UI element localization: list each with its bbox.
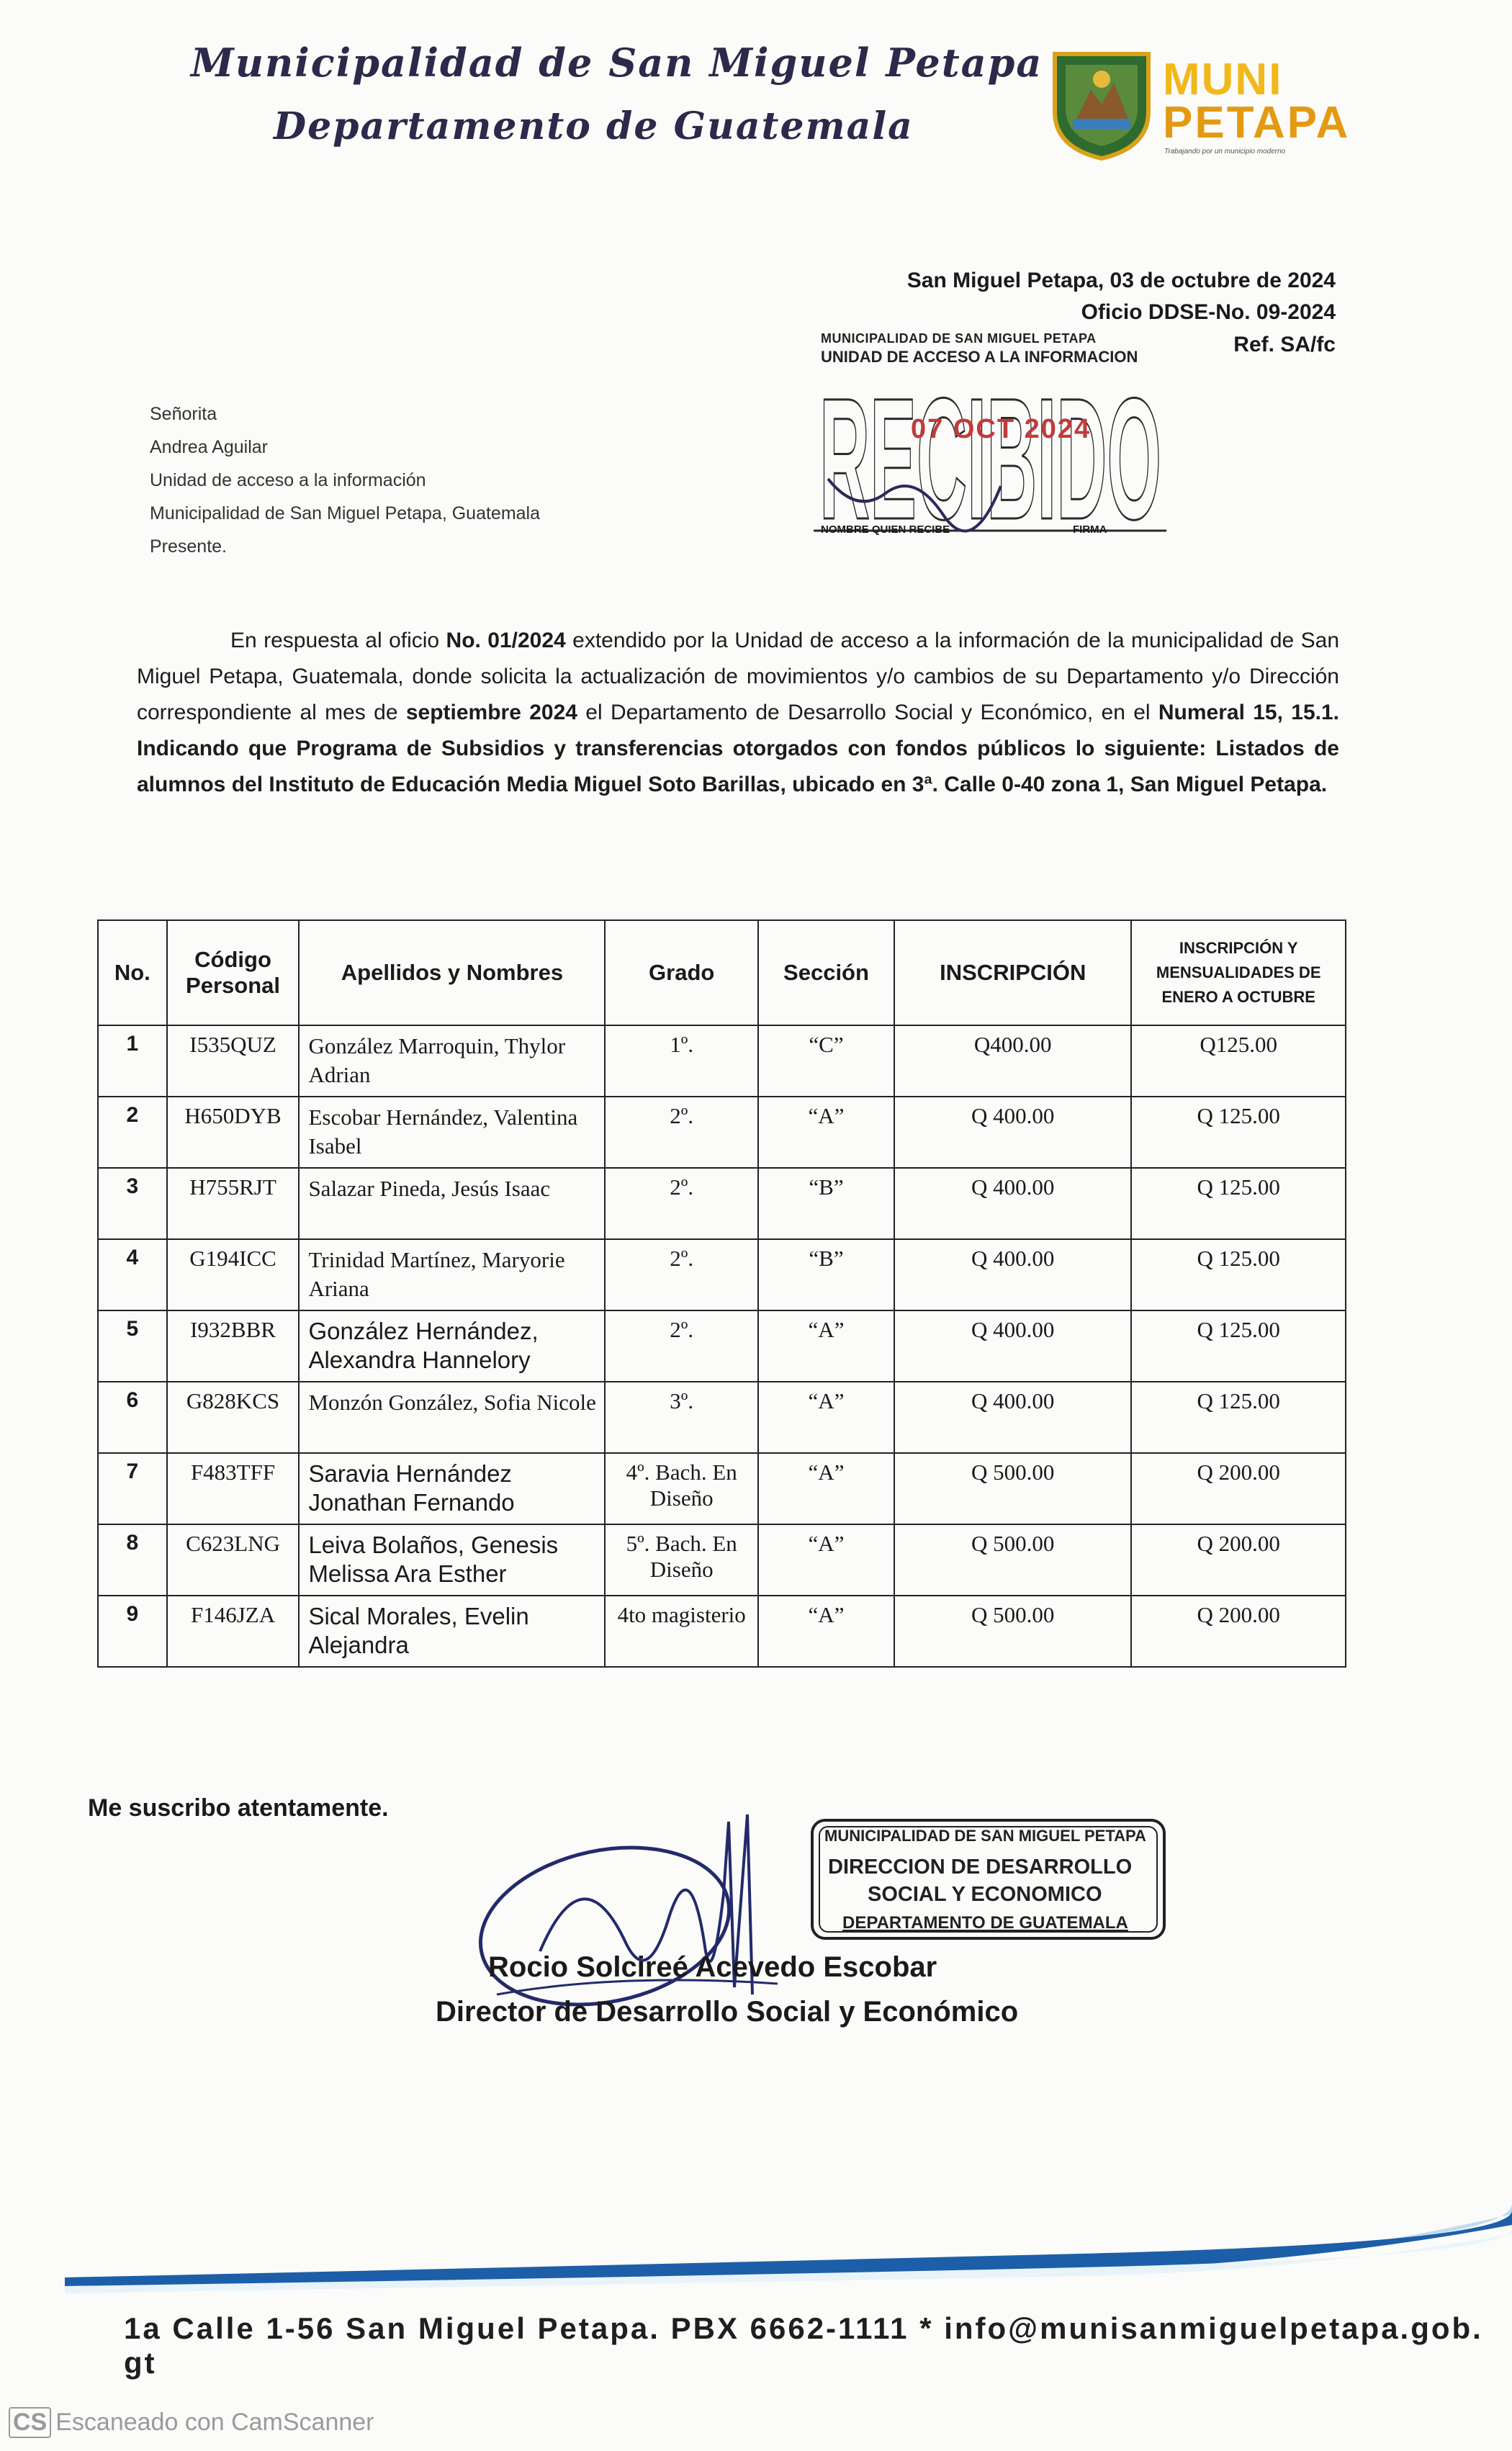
cell-grado: 2º. — [605, 1310, 758, 1382]
table-row — [98, 1239, 1346, 1310]
cell-mensual: Q 200.00 — [1131, 1453, 1346, 1524]
cell-mensual: Q 200.00 — [1131, 1596, 1346, 1667]
cell-codigo: F146JZA — [167, 1596, 300, 1667]
cell-no: 8 — [98, 1524, 167, 1596]
cell-codigo: H650DYB — [167, 1097, 300, 1168]
place-date: San Miguel Petapa, 03 de octubre de 2024 — [906, 269, 1336, 292]
cell-nombre: Salazar Pineda, Jesús Isaac — [299, 1168, 605, 1239]
cell-seccion: “A” — [758, 1524, 894, 1596]
addressee-line: Municipalidad de San Miguel Petapa, Guatemala — [150, 503, 541, 523]
cell-seccion: “A” — [758, 1097, 894, 1168]
scanner-text: Escaneado con CamScanner — [55, 2409, 374, 2436]
director-stamp-line1: MUNICIPALIDAD DE SAN MIGUEL PETAPA — [824, 1827, 1146, 1845]
cell-seccion: “C” — [758, 1025, 894, 1097]
received-stamp-line1: MUNICIPALIDAD DE SAN MIGUEL PETAPA — [821, 331, 1097, 346]
cell-grado: 4to magisterio — [605, 1596, 758, 1667]
table-row — [98, 1168, 1346, 1239]
reference: Ref. SA/fc — [1233, 333, 1336, 356]
cell-nombre: Leiva Bolaños, Genesis Melissa Ara Esther — [299, 1524, 605, 1596]
addressee-line: Andrea Aguilar — [150, 437, 269, 457]
table-row — [98, 1453, 1346, 1524]
cell-grado: 3º. — [605, 1382, 758, 1453]
cell-codigo: I535QUZ — [167, 1025, 300, 1097]
cell-grado: 2º. — [605, 1239, 758, 1310]
closing-text: Me suscribo atentamente. — [88, 1794, 389, 1822]
director-stamp-line2: DIRECCION DE DESARROLLO — [828, 1856, 1133, 1879]
cell-codigo: G194ICC — [167, 1239, 300, 1310]
cell-mensual: Q 125.00 — [1131, 1168, 1346, 1239]
cell-inscripcion: Q 500.00 — [894, 1453, 1131, 1524]
table-row — [98, 1025, 1346, 1097]
signer-title: Director de Desarrollo Social y Económico — [436, 1996, 1019, 2028]
cell-no: 6 — [98, 1382, 167, 1453]
body-bold: No. 01/2024 — [446, 629, 566, 652]
cell-nombre: González Hernández, Alexandra Hannelory — [299, 1310, 605, 1382]
muni-petapa-logo — [1048, 40, 1372, 166]
director-stamp-line4: DEPARTAMENTO DE GUATEMALA — [842, 1913, 1128, 1933]
cell-grado: 4º. Bach. En Diseño — [605, 1453, 758, 1524]
students-table — [97, 919, 1346, 1668]
cell-grado: 1º. — [605, 1025, 758, 1097]
col-inscripcion: INSCRIPCIÓN — [894, 920, 1131, 1025]
col-seccion: Sección — [758, 920, 894, 1025]
cell-seccion: “B” — [758, 1239, 894, 1310]
addressee-line: Señorita — [150, 404, 217, 424]
letterhead-subtitle: Departamento de Guatemala — [274, 104, 914, 148]
cell-seccion: “A” — [758, 1382, 894, 1453]
cell-nombre: Sical Morales, Evelin Alejandra — [299, 1596, 605, 1667]
cell-inscripcion: Q 500.00 — [894, 1524, 1131, 1596]
cell-inscripcion: Q 400.00 — [894, 1239, 1131, 1310]
signer-name: Rocio Solcireé Acevedo Escobar — [488, 1951, 937, 1983]
body-bold: septiembre 2024 — [405, 701, 577, 724]
letterhead-title: Municipalidad de San Miguel Petapa — [191, 40, 1043, 86]
cell-inscripcion: Q 500.00 — [894, 1596, 1131, 1667]
cell-seccion: “A” — [758, 1596, 894, 1667]
addressee-line: Presente. — [150, 536, 228, 557]
body-text: extendido por la Unidad de acceso a la información de la municipalidad de San Miguel Petapa, Guatemala, donde solicita la actualización de movimientos y/o cambios de su Departamento y/o Dirección correspondiente al mes de — [137, 629, 1339, 724]
scanner-watermark — [9, 2407, 374, 2438]
cell-mensual: Q 125.00 — [1131, 1382, 1346, 1453]
table-row — [98, 1382, 1346, 1453]
cell-mensual: Q 125.00 — [1131, 1097, 1346, 1168]
cell-nombre: Saravia Hernández Jonathan Fernando — [299, 1453, 605, 1524]
handwritten-signature-icon — [475, 1807, 806, 2016]
cell-no: 2 — [98, 1097, 167, 1168]
table-header-row — [98, 920, 1346, 1025]
cell-codigo: I932BBR — [167, 1310, 300, 1382]
cell-no: 1 — [98, 1025, 167, 1097]
coat-of-arms-icon — [1048, 47, 1156, 162]
cell-inscripcion: Q 400.00 — [894, 1168, 1131, 1239]
cell-grado: 2º. — [605, 1168, 758, 1239]
col-grado: Grado — [605, 920, 758, 1025]
body-bold: Numeral 15, 15.1. Indicando que Programa de Subsidios y transferencias otorgados con fondos públicos lo siguiente: Listados de alumnos del Instituto de Educación Media Miguel Soto Barillas, ubicado en 3ª. Calle 0-40 zona 1, San Miguel Petapa. — [137, 701, 1339, 796]
cell-codigo: G828KCS — [167, 1382, 300, 1453]
cell-no: 5 — [98, 1310, 167, 1382]
cell-no: 9 — [98, 1596, 167, 1667]
table-row — [98, 1524, 1346, 1596]
table-row — [98, 1097, 1346, 1168]
cell-mensual: Q 200.00 — [1131, 1524, 1346, 1596]
cell-mensual: Q125.00 — [1131, 1025, 1346, 1097]
col-codigo: Código Personal — [167, 920, 300, 1025]
cell-grado: 5º. Bach. En Diseño — [605, 1524, 758, 1596]
footer-address: 1a Calle 1-56 San Miguel Petapa. PBX 6662-1111 * info@munisanmiguelpetapa.gob. gt — [124, 2311, 1483, 2380]
cell-inscripcion: Q400.00 — [894, 1025, 1131, 1097]
col-nombres: Apellidos y Nombres — [299, 920, 605, 1025]
cell-seccion: “A” — [758, 1310, 894, 1382]
received-stamp-frame — [814, 371, 1166, 536]
logo-tagline: Trabajando por un municipio moderno — [1164, 148, 1286, 156]
cell-mensual: Q 125.00 — [1131, 1239, 1346, 1310]
cell-nombre: González Marroquin, Thylor Adrian — [299, 1025, 605, 1097]
cell-codigo: C623LNG — [167, 1524, 300, 1596]
cell-no: 7 — [98, 1453, 167, 1524]
body-text: el Departamento de Desarrollo Social y Económico, en el — [577, 701, 1158, 724]
cell-inscripcion: Q 400.00 — [894, 1382, 1131, 1453]
cell-no: 3 — [98, 1168, 167, 1239]
received-stamp-big: RECIBIDO — [819, 371, 1161, 536]
cell-grado: 2º. — [605, 1097, 758, 1168]
col-mensualidades: INSCRIPCIÓN Y MENSUALIDADES DE ENERO A OCTUBRE — [1131, 920, 1346, 1025]
received-by-label: NOMBRE QUIEN RECIBE — [821, 523, 950, 536]
table-row — [98, 1596, 1346, 1667]
cell-no: 4 — [98, 1239, 167, 1310]
body-text: En respuesta al oficio — [230, 629, 446, 652]
signature-label: FIRMA — [1073, 523, 1107, 536]
table-row — [98, 1310, 1346, 1382]
addressee-block — [150, 397, 540, 563]
cell-nombre: Trinidad Martínez, Maryorie Ariana — [299, 1239, 605, 1310]
cell-inscripcion: Q 400.00 — [894, 1310, 1131, 1382]
cell-codigo: H755RJT — [167, 1168, 300, 1239]
received-stamp-line2: UNIDAD DE ACCESO A LA INFORMACION — [821, 348, 1138, 366]
cell-mensual: Q 125.00 — [1131, 1310, 1346, 1382]
director-stamp-line3: SOCIAL Y ECONOMICO — [868, 1883, 1102, 1906]
camscanner-icon: CS — [9, 2407, 51, 2438]
logo-petapa-text: PETAPA — [1163, 98, 1351, 148]
cell-nombre: Monzón González, Sofia Nicole — [299, 1382, 605, 1453]
cell-codigo: F483TFF — [167, 1453, 300, 1524]
footer-wave-decoration — [0, 2193, 1512, 2293]
addressee-line: Unidad de acceso a la información — [150, 470, 426, 490]
received-stamp — [814, 328, 1166, 565]
oficio-number: Oficio DDSE-No. 09-2024 — [1081, 300, 1336, 324]
cell-seccion: “A” — [758, 1453, 894, 1524]
cell-inscripcion: Q 400.00 — [894, 1097, 1131, 1168]
logo-muni-text: MUNI — [1163, 55, 1283, 104]
received-date: 07 OCT 2024 — [911, 414, 1092, 444]
director-stamp — [810, 1818, 1166, 1940]
cell-seccion: “B” — [758, 1168, 894, 1239]
cell-nombre: Escobar Hernández, Valentina Isabel — [299, 1097, 605, 1168]
body-paragraph — [137, 623, 1339, 803]
col-no: No. — [98, 920, 167, 1025]
